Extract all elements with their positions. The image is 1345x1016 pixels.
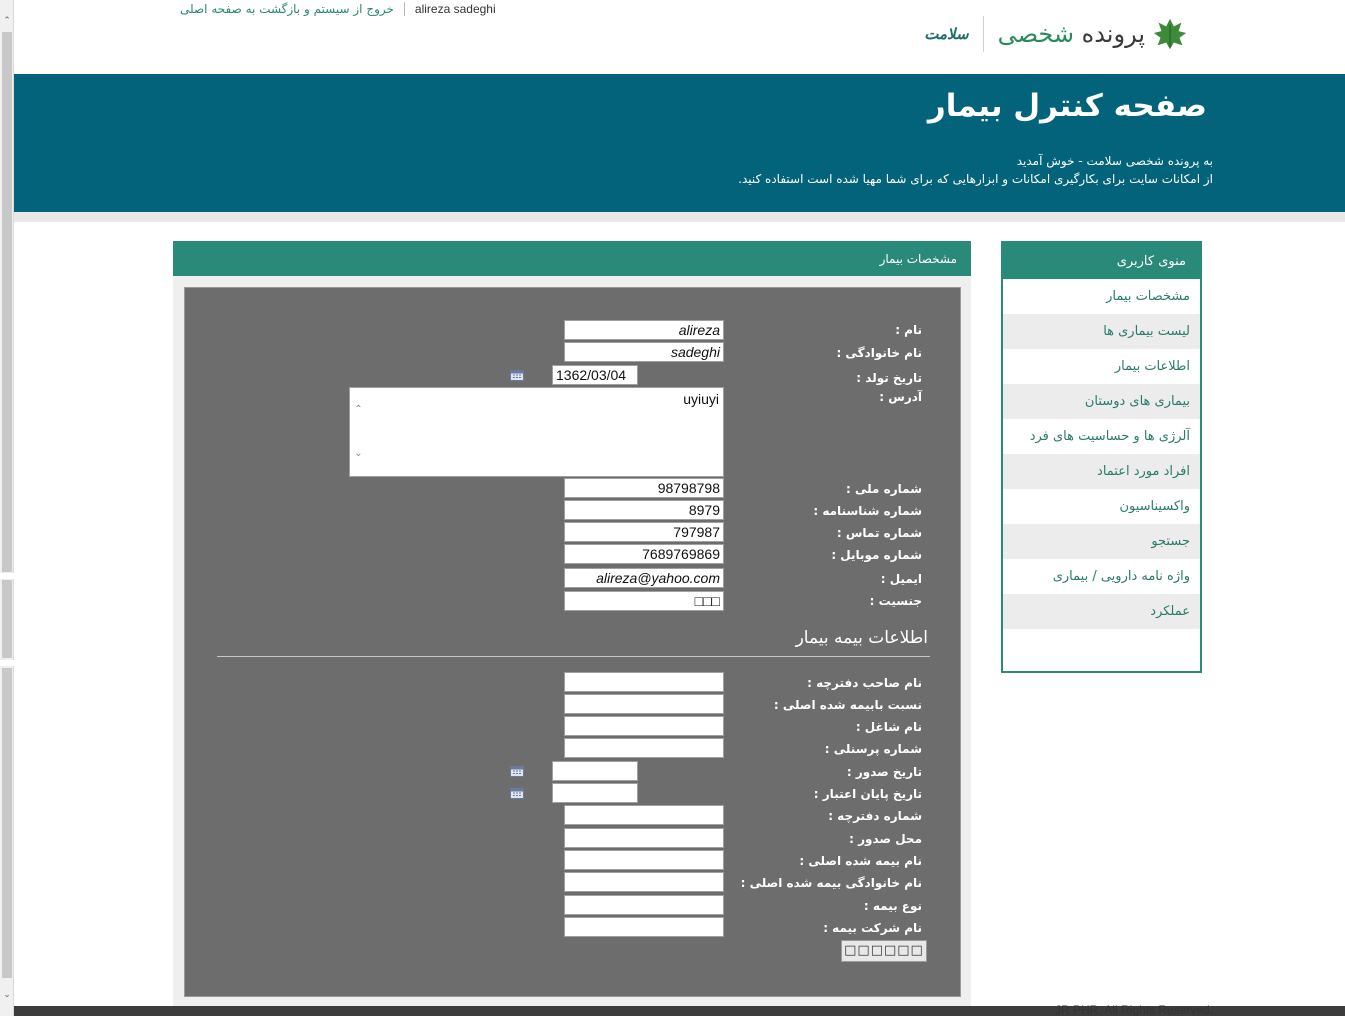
username: alireza sadeghi [414,2,496,16]
copyright: JR PHR. All Rights Reserved. [1055,1003,1214,1016]
top-bar [14,0,1345,74]
window-scrollbar[interactable] [0,0,14,1016]
birth-date-calendar-icon[interactable] [510,369,524,381]
label-job-name: نام شاغل : [855,720,922,734]
label-last-name: نام خانوادگی : [836,346,922,360]
birth-date-input[interactable]: 1362/03/04 [552,365,638,385]
user-bar [180,2,496,16]
logout-link[interactable]: خروج از سیستم و بازگشت به صفحه اصلی [180,2,394,16]
booklet-no-input[interactable] [564,805,724,825]
menu-item-performance[interactable]: عملکرد [1003,594,1200,629]
welcome-line-2: از امکانات سایت برای بکارگیری امکانات و ابزارهایی که برای شما مهیا شده است استفاده کنید. [738,172,1213,186]
address-value: uyiuyi [683,391,719,407]
label-insured-last-name: نام خانوادگی بیمه شده اصلی : [740,876,922,890]
address-scrollbar[interactable] [350,388,367,476]
brand-name [998,20,1145,48]
welcome-text [738,152,1213,188]
holder-name-input[interactable] [564,672,724,692]
scrollbar-thumb-tertiary[interactable] [2,668,12,978]
first-name-input[interactable]: alireza [564,320,724,340]
user-bar-divider [404,2,405,16]
mobile-input[interactable]: 7689769869 [564,544,724,564]
menu-item-search[interactable]: جستجو [1003,524,1200,559]
brand-highlight: شخصی [997,20,1074,48]
menu-item-glossary[interactable]: واژه نامه دارویی / بیماری [1052,569,1190,584]
save-button[interactable]: □□□□□□ [841,940,927,962]
insured-last-name-input[interactable] [564,872,724,892]
last-name-input[interactable]: sadeghi [564,342,724,362]
brand-sub: سلامت [924,25,969,43]
banner-divider [14,212,1345,222]
label-insured-name: نام بیمه شده اصلی : [799,854,922,868]
site-logo[interactable] [924,14,1189,54]
personnel-no-input[interactable] [564,738,724,758]
menu-item-patient-profile[interactable]: مشخصات بیمار [1106,289,1190,304]
menu-item-patient-info[interactable]: اطلاعات بیمار [1114,359,1190,374]
label-holder-name: نام صاحب دفترچه : [807,676,922,690]
page-title: صفحه کنترل بیمار [927,88,1207,124]
label-issue-date: تاریخ صدور : [846,765,922,779]
company-name-input[interactable] [564,917,724,937]
user-menu-title: منوی کاربری [1003,243,1200,279]
address-textarea[interactable] [349,387,724,477]
panel-title: مشخصات بیمار [173,241,971,276]
insurance-type-input[interactable] [564,895,724,915]
label-expiry-date: تاریخ پایان اعتبار : [813,787,922,801]
label-company-name: نام شرکت بیمه : [823,921,922,935]
phone-input[interactable]: 797987 [564,522,724,542]
leaf-logo-icon [1151,15,1189,53]
expiry-date-input[interactable] [552,783,638,803]
scrollbar-thumb-secondary[interactable] [2,580,12,658]
email-input[interactable]: alireza@yahoo.com [564,568,724,588]
menu-item-disease-list[interactable]: لیست بیماری ها [1003,314,1200,349]
welcome-line-1: به پرونده شخصی سلامت - خوش آمدید [1016,154,1213,168]
brand-prefix: پرونده [1074,20,1145,48]
scroll-up-icon[interactable]: ⌃ [3,16,11,26]
label-gender: جنسیت : [869,594,922,608]
menu-item-friends-diseases[interactable]: بیماری های دوستان [1003,384,1200,419]
gender-select[interactable]: □□□ [564,591,724,611]
label-birth-date: تاریخ تولد : [856,371,922,385]
label-personnel-no: شماره پرسنلی : [824,742,922,756]
label-national-id: شماره ملی : [846,482,922,496]
label-birth-cert: شماره شناسنامه : [813,504,922,518]
national-id-input[interactable]: 98798798 [564,478,724,498]
menu-item-vaccination[interactable]: واکسیناسیون [1119,499,1190,514]
insurance-section-title: اطلاعات بیمه بیمار [795,628,928,648]
patient-form [184,287,961,997]
label-issue-place: محل صدور : [849,832,922,846]
scroll-down-icon[interactable]: ⌄ [3,990,11,1000]
address-scroll-up-icon[interactable]: ⌃ [354,404,363,415]
label-email: ایمیل : [880,572,922,586]
label-insurance-type: نوع بیمه : [863,899,922,913]
issue-date-input[interactable] [552,761,638,781]
label-first-name: نام : [895,323,922,337]
address-scroll-down-icon[interactable]: ⌄ [354,448,363,459]
job-name-input[interactable] [564,716,724,736]
menu-item-allergies[interactable]: آلرژی ها و حساسیت های فرد [1029,429,1190,444]
label-address: آدرس : [879,390,922,404]
insurance-section-divider [217,656,930,657]
expiry-date-calendar-icon[interactable] [510,787,524,799]
user-menu [1001,241,1202,673]
label-booklet-no: شماره دفترچه : [828,809,922,823]
issue-date-calendar-icon[interactable] [510,765,524,777]
menu-item-trusted-people[interactable]: افراد مورد اعتماد [1003,454,1200,489]
control-panel-banner [14,74,1345,212]
label-mobile: شماره موبایل : [831,548,922,562]
label-phone: شماره تماس : [836,526,922,540]
logo-divider [983,16,984,52]
insured-name-input[interactable] [564,850,724,870]
scrollbar-thumb[interactable] [2,32,12,572]
relation-input[interactable] [564,694,724,714]
label-relation: نسبت بابیمه شده اصلی : [773,698,922,712]
birth-cert-input[interactable]: 8979 [564,500,724,520]
issue-place-input[interactable] [564,828,724,848]
